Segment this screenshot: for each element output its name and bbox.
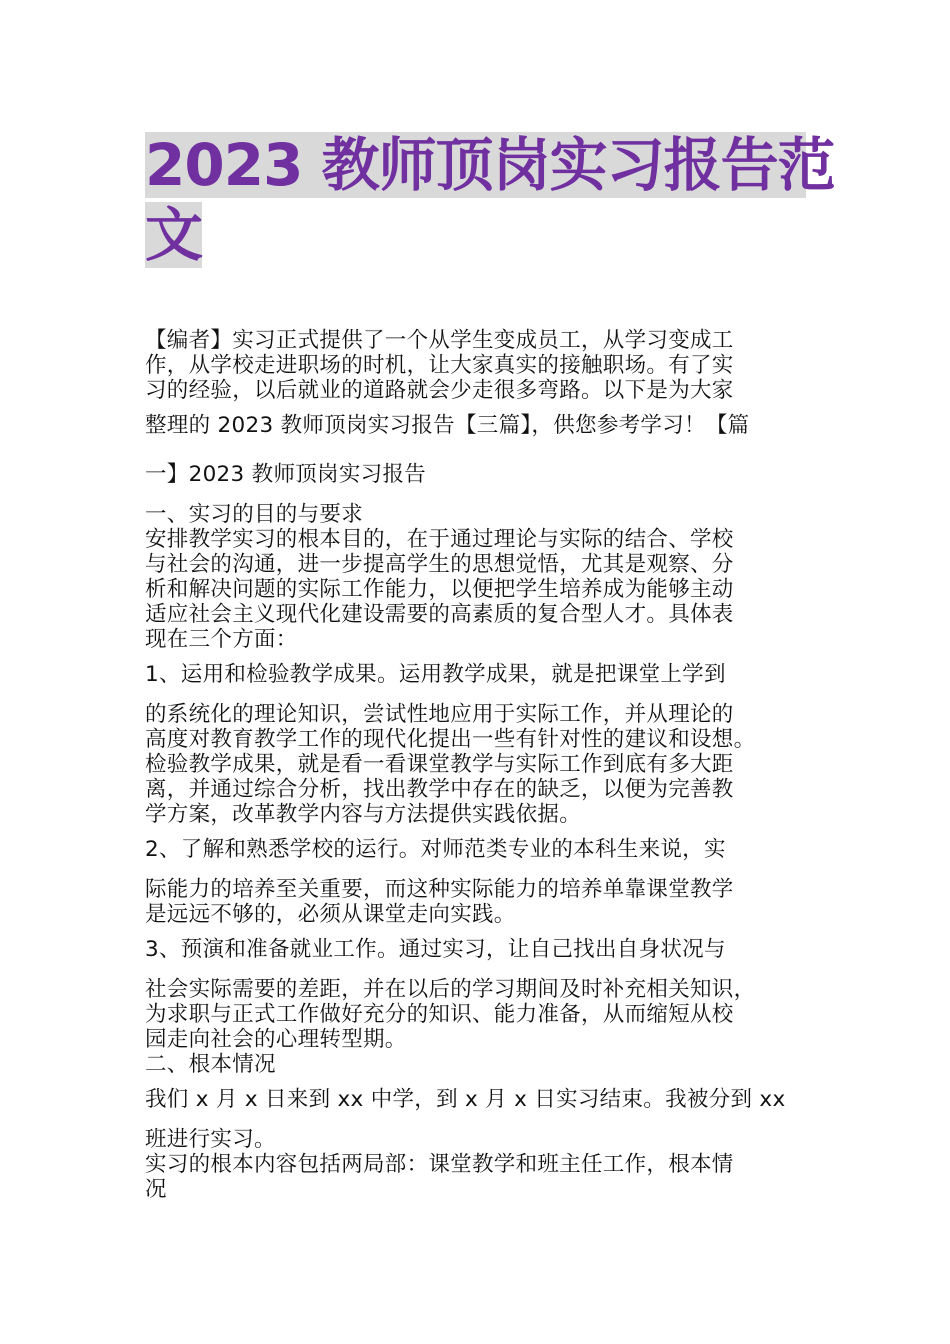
title-line-1: 2023 教师顶岗实习报告范 — [145, 131, 835, 199]
paragraph-line: 园走向社会的心理转型期。 — [145, 1027, 407, 1052]
paragraph-line: 3、预演和准备就业工作。通过实习，让自己找出自身状况与 — [145, 937, 726, 962]
paragraph-line: 班进行实习。 — [145, 1127, 276, 1152]
paragraph-line: 作，从学校走进职场的时机，让大家真实的接触职场。有了实 — [145, 353, 734, 378]
paragraph-line: 况 — [145, 1177, 167, 1202]
paragraph-line: 1、运用和检验教学成果。运用教学成果，就是把课堂上学到 — [145, 662, 726, 687]
paragraph-line: 习的经验，以后就业的道路就会少走很多弯路。以下是为大家 — [145, 378, 734, 403]
paragraph-line: 检验教学成果，就是看一看课堂教学与实际工作到底有多大距 — [145, 752, 734, 777]
paragraph-line: 现在三个方面： — [145, 627, 298, 652]
section-heading: 一、实习的目的与要求 — [145, 502, 364, 527]
paragraph-line: 社会实际需要的差距，并在以后的学习期间及时补充相关知识， — [145, 977, 756, 1002]
paragraph-line: 整理的 2023 教师顶岗实习报告【三篇】，供您参考学习！【篇 — [145, 413, 750, 438]
paragraph-line: 与社会的沟通，进一步提高学生的思想觉悟，尤其是观察、分 — [145, 552, 734, 577]
paragraph-line: 离，并通过综合分析，找出教学中存在的缺乏，以便为完善教 — [145, 777, 734, 802]
paragraph-line: 【编者】实习正式提供了一个从学生变成员工，从学习变成工 — [145, 328, 734, 353]
paragraph-line: 析和解决问题的实际工作能力，以便把学生培养成为能够主动 — [145, 577, 734, 602]
paragraph-line: 际能力的培养至关重要，而这种实际能力的培养单靠课堂教学 — [145, 877, 734, 902]
paragraph-line: 是远远不够的，必须从课堂走向实践。 — [145, 902, 516, 927]
paragraph-line: 学方案，改革教学内容与方法提供实践依据。 — [145, 802, 582, 827]
section-heading: 二、根本情况 — [145, 1052, 276, 1077]
paragraph-line: 实习的根本内容包括两局部：课堂教学和班主任工作，根本情 — [145, 1152, 734, 1177]
paragraph-line: 高度对教育教学工作的现代化提出一些有针对性的建议和设想。 — [145, 727, 756, 752]
section-heading: 一】2023 教师顶岗实习报告 — [145, 462, 427, 487]
paragraph-line: 安排教学实习的根本目的，在于通过理论与实际的结合、学校 — [145, 527, 734, 552]
paragraph-line: 为求职与正式工作做好充分的知识、能力准备，从而缩短从校 — [145, 1002, 734, 1027]
paragraph-line: 适应社会主义现代化建设需要的高素质的复合型人才。具体表 — [145, 602, 734, 627]
paragraph-line: 我们 x 月 x 日来到 xx 中学，到 x 月 x 日实习结束。我被分到 xx — [145, 1087, 786, 1112]
paragraph-line: 的系统化的理论知识，尝试性地应用于实际工作，并从理论的 — [145, 702, 734, 727]
title-line-2: 文 — [145, 201, 203, 269]
paragraph-line: 2、了解和熟悉学校的运行。对师范类专业的本科生来说，实 — [145, 837, 726, 862]
